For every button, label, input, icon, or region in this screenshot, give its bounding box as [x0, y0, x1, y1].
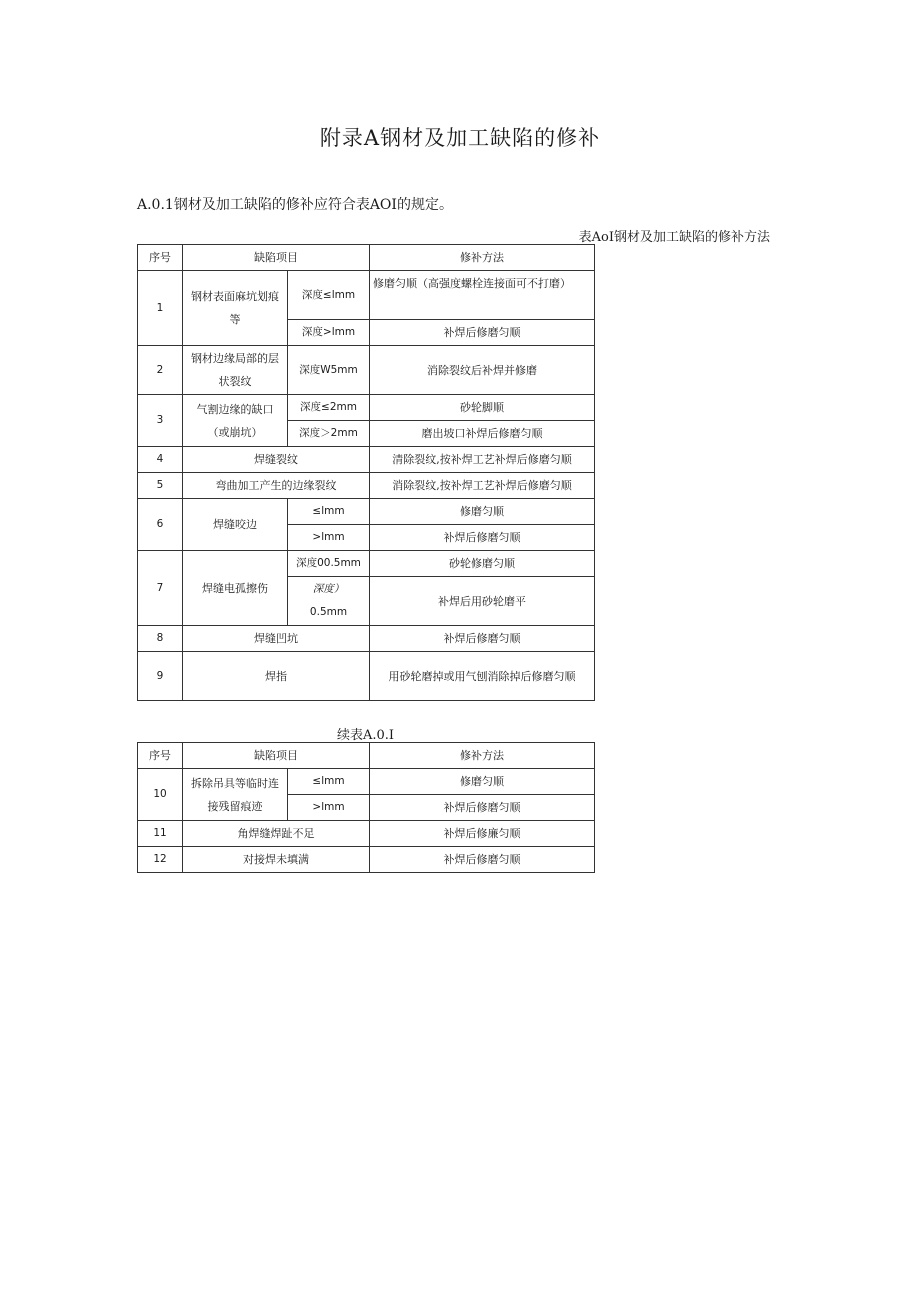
row-number: 3 [138, 395, 183, 447]
defect-sub-condition: 深度＞2mm [288, 421, 370, 447]
repair-method: 用砂轮磨掉或用气刨消除掉后修磨匀顺 [370, 652, 595, 701]
repair-method: 磨出坡口补焊后修磨匀顺 [370, 421, 595, 447]
table-row [138, 395, 595, 421]
row-number: 5 [138, 473, 183, 499]
table-row [138, 626, 595, 652]
repair-method: 补焊后修磨匀顺 [370, 626, 595, 652]
repair-method: 消除裂纹后补焊并修磨 [370, 346, 595, 395]
header-item: 缺陷项目 [183, 743, 370, 769]
table-row [138, 499, 595, 525]
repair-method: 砂轮脚顺 [370, 395, 595, 421]
sub-condition-line1: 深度） [312, 583, 345, 595]
repair-method: 补焊后修磨匀顺 [370, 795, 595, 821]
header-no: 序号 [138, 743, 183, 769]
row-number: 1 [138, 271, 183, 346]
defect-sub-condition [288, 577, 370, 626]
table-row [138, 271, 595, 320]
repair-method: 补焊后修磨匀顺 [370, 847, 595, 873]
repair-method: 补焊后修磨匀顺 [370, 525, 595, 551]
page-title: 附录A钢材及加工缺陷的修补 [319, 126, 601, 150]
repair-method: 修磨匀顺（高强度螺栓连接面可不打磨） [370, 271, 595, 320]
table-row [138, 652, 595, 701]
defect-sub-condition: 深度W5mm [288, 346, 370, 395]
table-header-row [138, 743, 595, 769]
table-row [138, 847, 595, 873]
row-number: 10 [138, 769, 183, 821]
row-number: 12 [138, 847, 183, 873]
defect-sub-condition: >lmm [288, 795, 370, 821]
defect-item: 焊缝电孤擦伤 [183, 551, 288, 626]
row-number: 2 [138, 346, 183, 395]
defect-sub-condition: >lmm [288, 525, 370, 551]
row-number: 6 [138, 499, 183, 551]
row-number: 9 [138, 652, 183, 701]
defect-item: 焊缝裂纹 [183, 447, 370, 473]
sub-condition-line2: 0.5mm [309, 606, 348, 618]
defect-item: 对接焊未填满 [183, 847, 370, 873]
defect-repair-table [137, 244, 595, 701]
table2-caption: 续表A.0.I [336, 728, 395, 743]
defect-item: 弯曲加工产生的边缘裂纹 [183, 473, 370, 499]
repair-method: 砂轮修磨匀顺 [370, 551, 595, 577]
repair-method: 补焊后用砂轮磨平 [370, 577, 595, 626]
repair-method: 补焊后修廉匀顺 [370, 821, 595, 847]
defect-item: 焊缝凹坑 [183, 626, 370, 652]
table-row [138, 447, 595, 473]
header-method: 修补方法 [370, 245, 595, 271]
repair-method: 消除裂纹,按补焊工艺补焊后修磨匀顺 [370, 473, 595, 499]
defect-sub-condition: 深度≤lmm [288, 271, 370, 320]
row-number: 11 [138, 821, 183, 847]
repair-method: 修磨匀顺 [370, 499, 595, 525]
defect-sub-condition: ≤lmm [288, 499, 370, 525]
defect-item: 气割边缘的缺口（或崩坑） [183, 395, 288, 447]
table-row [138, 346, 595, 395]
header-method: 修补方法 [370, 743, 595, 769]
table-row [138, 769, 595, 795]
defect-item: 钢材边缘局部的层状裂纹 [183, 346, 288, 395]
defect-item: 焊指 [183, 652, 370, 701]
repair-method: 清除裂纹,按补焊工艺补焊后修磨匀顺 [370, 447, 595, 473]
defect-repair-table-continued [137, 742, 595, 873]
defect-sub-condition: 深度≤2mm [288, 395, 370, 421]
table-row [138, 821, 595, 847]
table1-caption: 表AoI钢材及加工缺陷的修补方法 [578, 230, 770, 245]
defect-item: 焊缝咬边 [183, 499, 288, 551]
header-no: 序号 [138, 245, 183, 271]
defect-sub-condition: 深度>lmm [288, 320, 370, 346]
repair-method: 补焊后修磨匀顺 [370, 320, 595, 346]
intro-paragraph: A.0.1钢材及加工缺陷的修补应符合表AOI的规定。 [137, 197, 453, 213]
table-row [138, 551, 595, 577]
header-item: 缺陷项目 [183, 245, 370, 271]
row-number: 4 [138, 447, 183, 473]
defect-sub-condition: ≤lmm [288, 769, 370, 795]
defect-item: 拆除吊具等临时连接残留痕迹 [183, 769, 288, 821]
defect-item: 钢材表面麻坑划痕等 [183, 271, 288, 346]
table-header-row [138, 245, 595, 271]
row-number: 7 [138, 551, 183, 626]
defect-sub-condition: 深度00.5mm [288, 551, 370, 577]
repair-method: 修磨匀顺 [370, 769, 595, 795]
table-row [138, 473, 595, 499]
row-number: 8 [138, 626, 183, 652]
defect-item: 角焊缝焊趾不足 [183, 821, 370, 847]
